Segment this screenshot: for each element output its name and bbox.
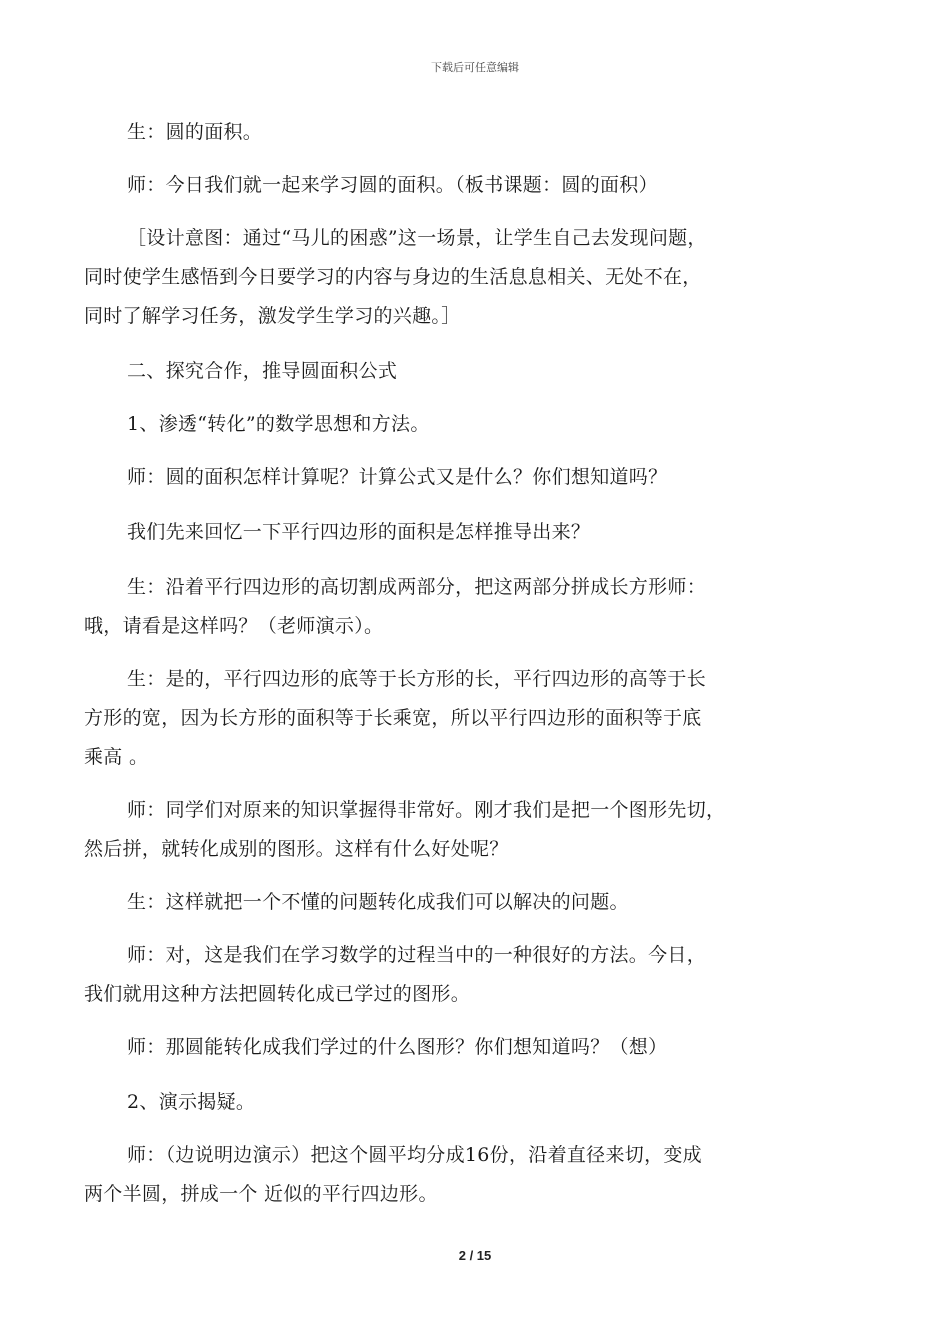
paragraph-line: 师：（边说明边演示）把这个圆平均分成16份，沿着直径来切，变成 bbox=[127, 1144, 702, 1166]
paragraph-line: 师：今日我们就一起来学习圆的面积。（板书课题：圆的面积） bbox=[127, 174, 658, 196]
paragraph-line: 生：这样就把一个不懂的问题转化成我们可以解决的问题。 bbox=[127, 891, 629, 913]
paragraph-line: 师：那圆能转化成我们学过的什么图形？你们想知道吗？（想） bbox=[127, 1036, 668, 1058]
paragraph-line: 生：是的，平行四边形的底等于长方形的长，平行四边形的高等于长 bbox=[127, 668, 707, 690]
page-header: 下载后可任意编辑 bbox=[431, 61, 519, 74]
paragraph-line: 然后拼，就转化成别的图形。这样有什么好处呢？ bbox=[84, 838, 509, 860]
page-number: 2 / 15 bbox=[458, 1248, 492, 1263]
paragraph-line: 师：圆的面积怎样计算呢？计算公式又是什么？你们想知道吗？ bbox=[127, 466, 668, 488]
paragraph-line: 同时使学生感悟到今日要学习的内容与身边的生活息息相关、无处不在， bbox=[84, 266, 702, 288]
paragraph-line: 师：同学们对原来的知识掌握得非常好。刚才我们是把一个图形先切， bbox=[127, 799, 726, 821]
paragraph-line: 哦，请看是这样吗？（老师演示）。 bbox=[84, 615, 384, 637]
paragraph-line: 我们就用这种方法把圆转化成已学过的图形。 bbox=[84, 983, 471, 1005]
paragraph-line: 乘高 。 bbox=[84, 746, 149, 768]
paragraph-line: 方形的宽，因为长方形的面积等于长乘宽，所以平行四边形的面积等于底 bbox=[84, 707, 702, 729]
subsection-heading: 1、渗透“转化”的数学思想和方法。 bbox=[127, 413, 430, 435]
paragraph-line: ［设计意图：通过“马儿的困惑”这一场景，让学生自己去发现问题， bbox=[127, 227, 707, 249]
paragraph-line: 我们先来回忆一下平行四边形的面积是怎样推导出来？ bbox=[127, 521, 591, 543]
paragraph-line: 生：沿着平行四边形的高切割成两部分，把这两部分拼成长方形师： bbox=[127, 576, 707, 598]
paragraph-line: 师：对，这是我们在学习数学的过程当中的一种很好的方法。今日， bbox=[127, 944, 707, 966]
paragraph-line: 同时了解学习任务，激发学生学习的兴趣。］ bbox=[84, 305, 461, 327]
paragraph-line: 生：圆的面积。 bbox=[127, 121, 263, 143]
section-heading: 二、探究合作，推导圆面积公式 bbox=[127, 360, 398, 382]
paragraph-line: 两个半圆，拼成一个 近似的平行四边形。 bbox=[84, 1183, 438, 1205]
subsection-heading: 2、演示揭疑。 bbox=[127, 1091, 256, 1113]
